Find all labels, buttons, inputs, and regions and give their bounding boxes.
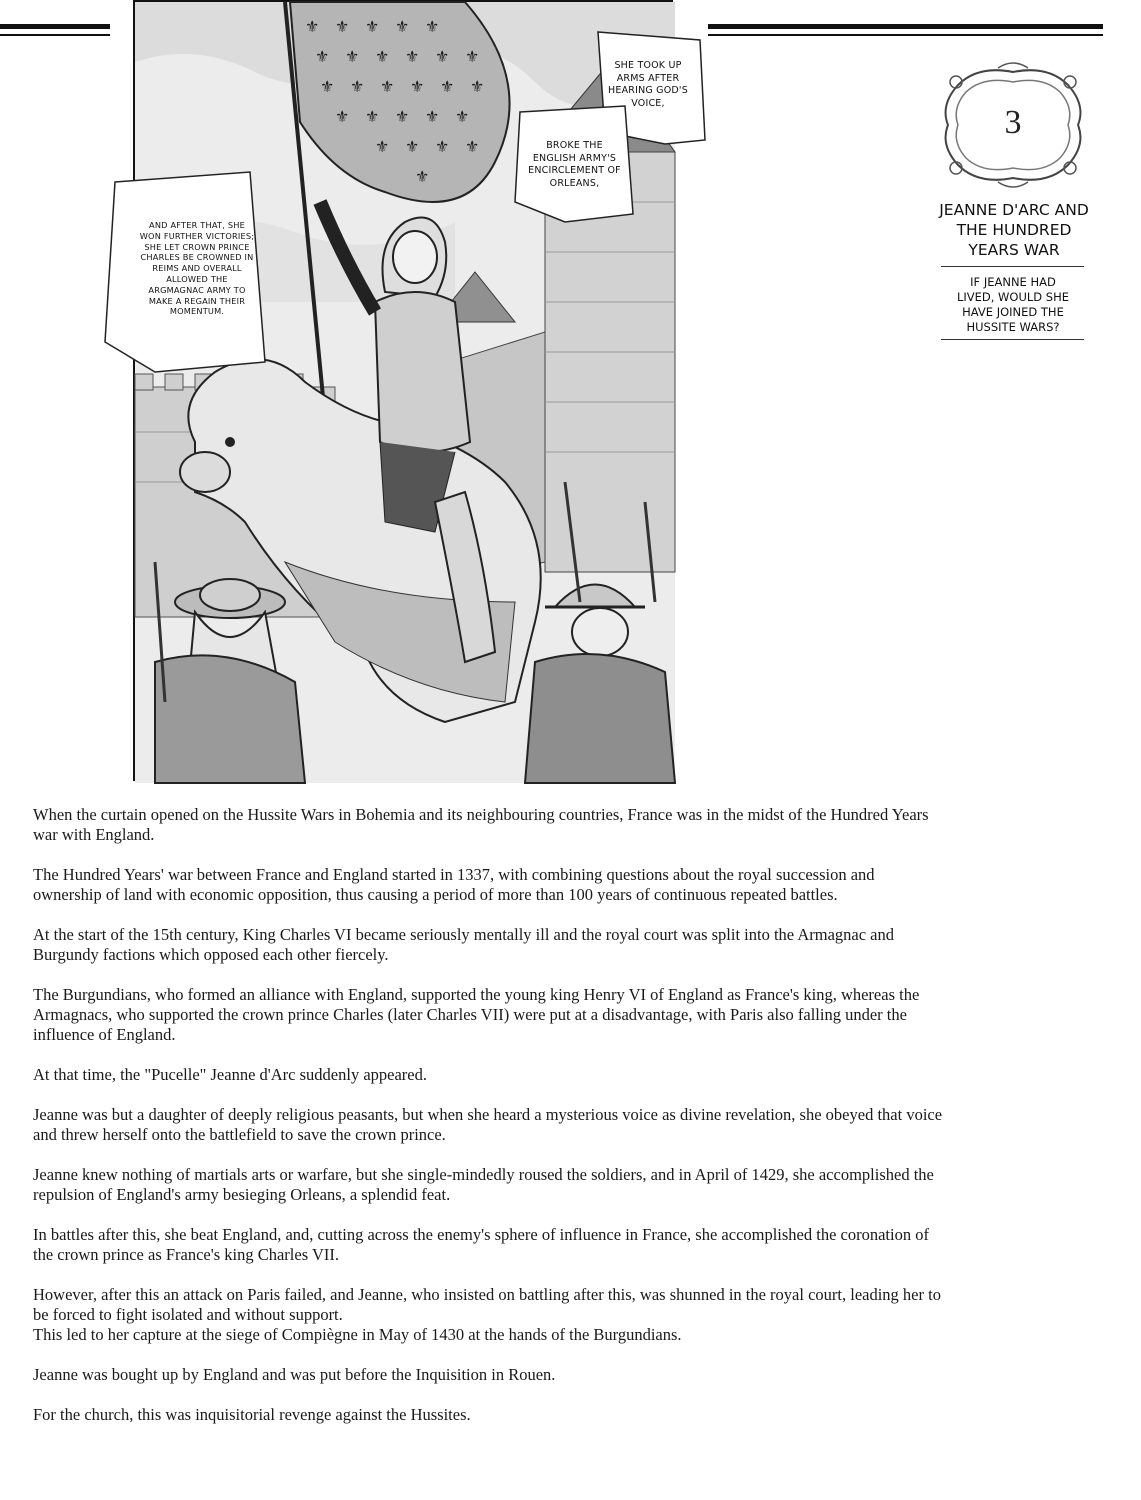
text-line: war with England. xyxy=(33,825,155,844)
chapter-subtitle-line: IF JEANNE HAD xyxy=(970,275,1056,289)
text-line: Jeanne knew nothing of martials arts or warfare, but she single-mindedly roused the soldiers, and in April of 1429, she accomplished the xyxy=(33,1165,934,1184)
speech-bubble-orleans xyxy=(522,140,627,190)
body-text xyxy=(33,805,1073,1445)
panel-illustration xyxy=(135,2,675,783)
svg-text:⚜: ⚜ xyxy=(425,17,440,36)
text-line: ownership of land with economic opposition, thus causing a period of more than 100 years of continuous repeated battles. xyxy=(33,885,838,904)
bubble-line: VOICE, xyxy=(631,97,665,109)
bubble-line: WON FURTHER VICTORIES; xyxy=(139,230,255,241)
svg-text:⚜: ⚜ xyxy=(425,107,440,126)
chapter-title-line: THE HUNDRED xyxy=(956,221,1072,239)
chapter-subtitle-line: LIVED, WOULD SHE xyxy=(956,290,1070,304)
text-line: The Burgundians, who formed an alliance with England, supported the young king Henry VI of England as France's king, whereas the xyxy=(33,985,920,1004)
top-rule-right-thin xyxy=(708,34,1103,36)
paragraph xyxy=(33,1405,1073,1425)
chapter-title xyxy=(925,200,1103,260)
chapter-subtitle-line: HUSSITE WARS? xyxy=(966,320,1060,334)
svg-text:⚜: ⚜ xyxy=(320,77,335,96)
chapter-cartouche xyxy=(938,60,1088,190)
paragraph xyxy=(33,985,1073,1045)
text-line: Jeanne was but a daughter of deeply religious peasants, but when she heard a mysterious voice as divine revelation, she obeyed that voice xyxy=(33,1105,943,1124)
text-line: However, after this an attack on Paris failed, and Jeanne, who insisted on battling after this, was shunned in the royal court, leading her to xyxy=(33,1285,941,1304)
bubble-line: ALLOWED THE xyxy=(166,273,228,284)
bubble-line: ORLEANS, xyxy=(549,177,600,189)
svg-text:⚜: ⚜ xyxy=(335,107,350,126)
paragraph xyxy=(33,1365,1073,1385)
svg-text:⚜: ⚜ xyxy=(380,77,395,96)
chapter-title-line: JEANNE D'ARC AND xyxy=(939,201,1089,219)
bubble-line: MOMENTUM. xyxy=(169,306,225,317)
svg-text:⚜: ⚜ xyxy=(375,47,390,66)
svg-text:⚜: ⚜ xyxy=(375,137,390,156)
svg-text:⚜: ⚜ xyxy=(415,167,430,186)
bubble-line: AND AFTER THAT, SHE xyxy=(149,220,245,230)
paragraph xyxy=(33,1165,1073,1205)
text-line: For the church, this was inquisitorial revenge against the Hussites. xyxy=(33,1405,471,1424)
bubble-line: ARGMAGNAC ARMY TO xyxy=(148,284,246,295)
bubble-line: BROKE THE xyxy=(546,140,603,151)
speech-bubble-victories xyxy=(129,220,265,317)
svg-text:⚜: ⚜ xyxy=(315,47,330,66)
svg-text:⚜: ⚜ xyxy=(470,77,485,96)
bubble-line: MAKE A REGAIN THEIR xyxy=(148,295,246,306)
svg-text:⚜: ⚜ xyxy=(465,137,480,156)
svg-text:⚜: ⚜ xyxy=(350,77,365,96)
text-line: repulsion of England's army besieging Orleans, a splendid feat. xyxy=(33,1185,451,1204)
text-line: the crown prince as France's king Charles VII. xyxy=(33,1245,339,1264)
text-line: influence of England. xyxy=(33,1025,176,1044)
top-rule-left-thin xyxy=(0,34,110,36)
svg-text:⚜: ⚜ xyxy=(410,77,425,96)
speech-bubble-voice xyxy=(603,60,693,110)
svg-text:⚜: ⚜ xyxy=(335,17,350,36)
text-line: Burgundy factions which opposed each other fiercely. xyxy=(33,945,389,964)
top-rule-left xyxy=(0,24,110,29)
paragraph xyxy=(33,805,1073,845)
text-line: In battles after this, she beat England, and, cutting across the enemy's sphere of influence in France, she accomplished the coronation of xyxy=(33,1225,929,1244)
bubble-line: ARMS AFTER xyxy=(616,72,680,84)
text-line: Jeanne was bought up by England and was put before the Inquisition in Rouen. xyxy=(33,1365,556,1384)
paragraph xyxy=(33,1285,1073,1345)
svg-text:⚜: ⚜ xyxy=(455,107,470,126)
svg-text:⚜: ⚜ xyxy=(365,107,380,126)
manga-panel xyxy=(133,0,688,781)
svg-text:⚜: ⚜ xyxy=(435,137,450,156)
top-rule-right xyxy=(708,24,1103,29)
text-line: and threw herself onto the battlefield to save the crown prince. xyxy=(33,1125,446,1144)
svg-text:⚜: ⚜ xyxy=(405,47,420,66)
bubble-line: ENGLISH ARMY'S xyxy=(532,152,617,164)
paragraph xyxy=(33,1225,1073,1265)
chapter-number: 3 xyxy=(1004,104,1022,141)
text-line: The Hundred Years' war between France and England started in 1337, with combining questions about the royal succession and xyxy=(33,865,875,884)
text-line: At the start of the 15th century, King Charles VI became seriously mentally ill and the royal court was split into the Armagnac and xyxy=(33,925,894,944)
svg-text:⚜: ⚜ xyxy=(395,17,410,36)
text-line: When the curtain opened on the Hussite Wars in Bohemia and its neighbouring countries, France was in the midst of the Hundred Years xyxy=(33,805,929,824)
bubble-line: REIMS AND OVERALL xyxy=(152,263,242,274)
bubble-line: SHE LET CROWN PRINCE xyxy=(144,241,250,252)
text-line: Armagnacs, who supported the crown prince Charles (later Charles VII) were put at a disadvantage, with Paris also falling under the xyxy=(33,1005,907,1024)
svg-text:⚜: ⚜ xyxy=(395,107,410,126)
svg-text:⚜: ⚜ xyxy=(405,137,420,156)
bubble-line: HEARING GOD'S xyxy=(608,85,688,96)
svg-text:⚜: ⚜ xyxy=(435,47,450,66)
paragraph xyxy=(33,1065,1073,1085)
paragraph xyxy=(33,865,1073,905)
text-line: be forced to fight isolated and without support. xyxy=(33,1305,343,1324)
chapter-divider-top xyxy=(941,266,1084,267)
bubble-line: CHARLES BE CROWNED IN xyxy=(140,252,254,263)
chapter-divider-bottom xyxy=(941,339,1084,340)
svg-text:⚜: ⚜ xyxy=(345,47,360,66)
bubble-line: SHE TOOK UP xyxy=(614,60,682,71)
bubble-line: ENCIRCLEMENT OF xyxy=(528,165,621,176)
chapter-title-line: YEARS WAR xyxy=(968,241,1060,259)
svg-text:⚜: ⚜ xyxy=(365,17,380,36)
paragraph xyxy=(33,1105,1073,1145)
text-line: This led to her capture at the siege of Compiègne in May of 1430 at the hands of the Burgundians. xyxy=(33,1325,682,1344)
svg-text:⚜: ⚜ xyxy=(465,47,480,66)
chapter-subtitle-line: HAVE JOINED THE xyxy=(962,305,1064,319)
svg-text:⚜: ⚜ xyxy=(440,77,455,96)
chapter-subtitle xyxy=(936,275,1090,335)
paragraph xyxy=(33,925,1073,965)
svg-text:⚜: ⚜ xyxy=(305,17,320,36)
text-line: At that time, the "Pucelle" Jeanne d'Arc suddenly appeared. xyxy=(33,1065,427,1084)
